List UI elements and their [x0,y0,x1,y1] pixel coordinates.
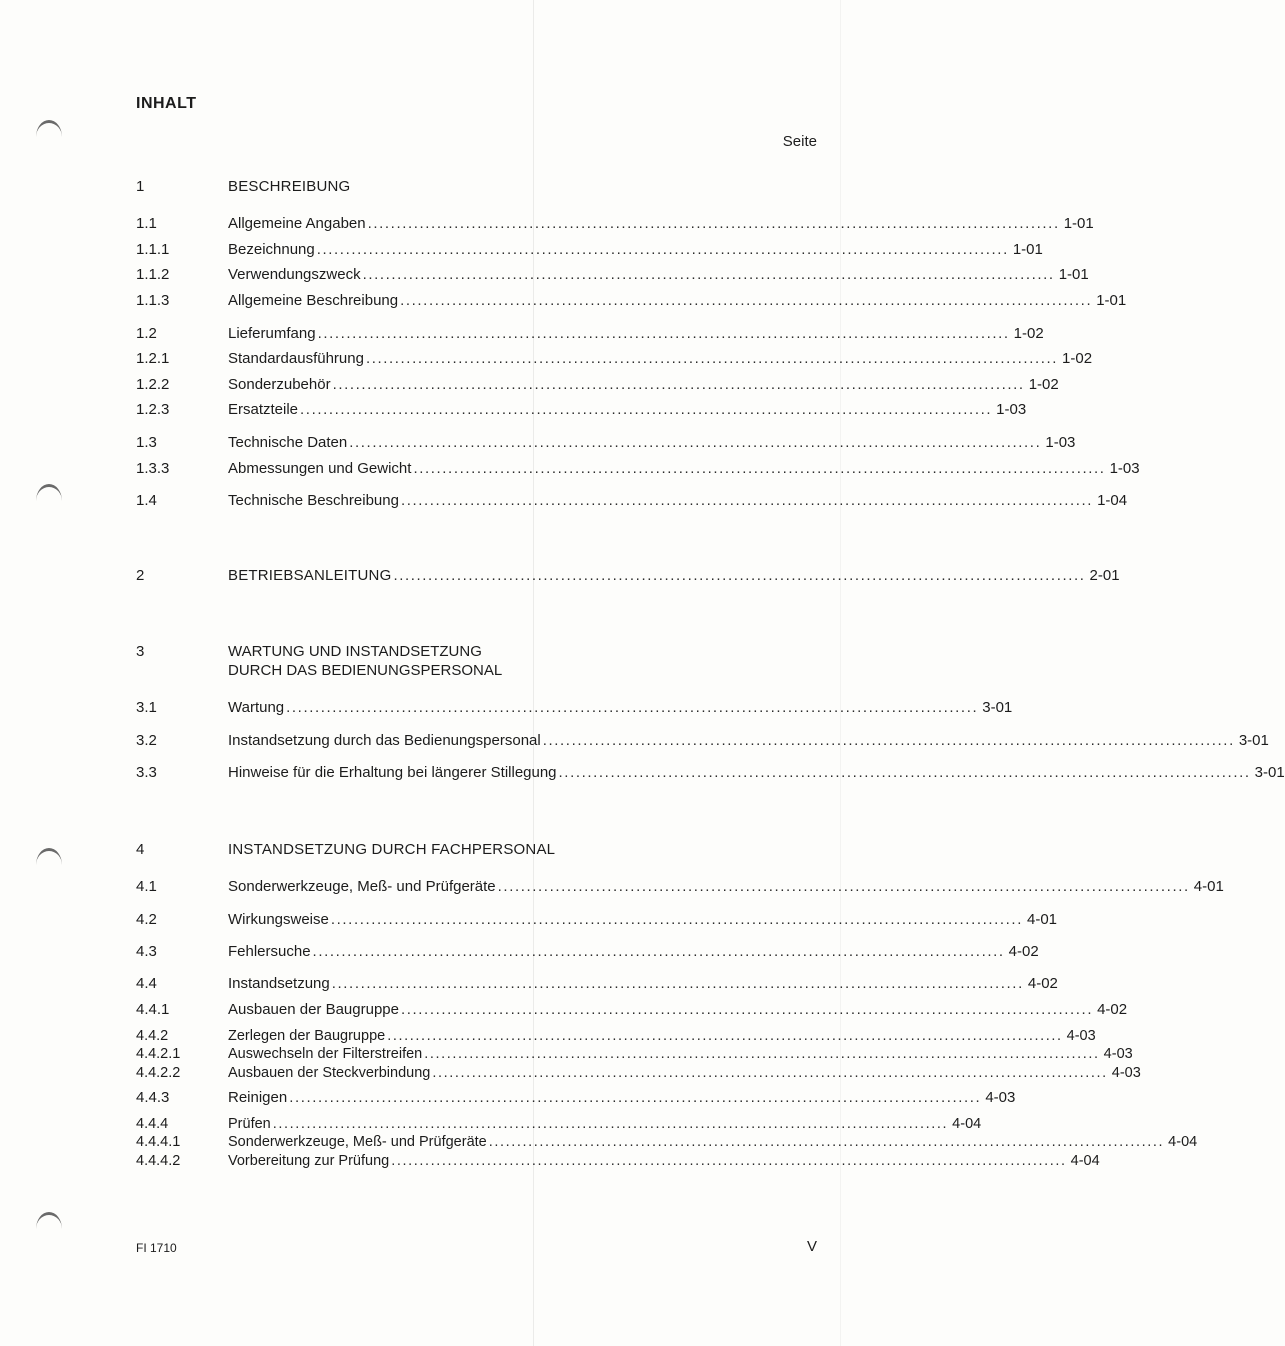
toc-title: Allgemeine Beschreibung [228,292,399,309]
toc-title: Hinweise für die Erhaltung bei längerer Stillegung [228,764,557,781]
toc-page-number: 1-02 [1013,325,1044,342]
toc-number: 1.3 [136,434,157,451]
toc-number: 3.2 [136,732,157,749]
toc-entry [136,731,1269,751]
leader-dots: ........................................................................................................................ [272,1116,949,1132]
leader-dots: ........................................................................................................................ [330,911,1023,928]
toc-page-number: 4-04 [952,1116,982,1132]
toc-page-number: 4-03 [1111,1065,1141,1081]
toc-page-number: 4-03 [985,1089,1016,1106]
toc-number: 4 [136,841,145,858]
toc-entry [136,1088,1016,1108]
toc-page-number: 4-02 [1027,975,1058,992]
toc-page-number: 1-03 [996,401,1027,418]
toc-page-number: 4-02 [1008,943,1039,960]
leader-dots: ........................................................................................................................ [400,1001,1094,1018]
toc-entry [136,1026,1096,1046]
toc-title: Vorbereitung zur Prüfung [228,1153,390,1169]
leader-dots: ........................................................................................................................ [316,241,1009,258]
toc-entry [136,763,1285,783]
toc-page-number: 3-01 [982,699,1013,716]
toc-entry [136,1063,1141,1083]
toc-title: Zerlegen der Baugruppe [228,1028,386,1044]
toc-title: BESCHREIBUNG [228,178,351,195]
leader-dots: ........................................................................................................................ [393,567,1086,584]
toc-page-number: 3-01 [1254,764,1285,781]
toc-entry [136,214,1094,234]
toc-page-number: 1-01 [1096,292,1127,309]
toc-page-number: 1-01 [1012,241,1043,258]
toc-number: 4.4.4.1 [136,1134,181,1150]
toc-title: Verwendungszweck [228,266,361,283]
toc-number: 4.4.4 [136,1116,169,1132]
page-title: INHALT [136,95,197,112]
toc-number: 4.4.2.1 [136,1046,181,1062]
toc-number: 4.4.2.2 [136,1065,181,1081]
leader-dots: ........................................................................................................................ [400,492,1094,509]
leader-dots: ........................................................................................................................ [391,1153,1067,1169]
toc-entry [136,1044,1133,1064]
toc-number: 1.1.3 [136,292,170,309]
toc-title: Reinigen [228,1089,288,1106]
punch-hole-icon [36,120,62,137]
leader-dots: ........................................................................................................................ [542,732,1235,749]
leader-dots: ........................................................................................................................ [289,1089,982,1106]
page-column-header: Seite [782,133,817,150]
toc-entry [136,910,1058,930]
toc-entry [136,1151,1100,1171]
leader-dots: ........................................................................................................................ [413,460,1106,477]
toc-page-number: 4-03 [1066,1028,1096,1044]
toc-title: Fehlersuche [228,943,311,960]
toc-number: 1.3.3 [136,460,170,477]
toc-number: 4.3 [136,943,157,960]
toc-number: 1.2.2 [136,376,170,393]
toc-number: 1.1 [136,215,157,232]
leader-dots: ........................................................................................................................ [367,215,1060,232]
toc-number: 4.2 [136,911,157,928]
toc-chapter-heading [136,177,818,197]
toc-page-number: 3-01 [1238,732,1269,749]
toc-entry [136,491,1128,511]
toc-number: 1.1.2 [136,266,170,283]
toc-title: Ersatzteile [228,401,299,418]
toc-entry [136,698,1013,718]
toc-page-number: 4-04 [1070,1153,1100,1169]
leader-dots: ........................................................................................................................ [432,1065,1108,1081]
toc-page-number: 1-02 [1028,376,1059,393]
toc-title: Wartung [228,699,285,716]
toc-number: 1.2 [136,325,157,342]
leader-dots: ........................................................................................................................ [312,943,1005,960]
punch-hole-icon [36,1212,62,1229]
punch-hole-icon [36,848,62,865]
toc-number: 3 [136,643,145,660]
toc-page-number: 1-01 [1063,215,1094,232]
toc-title: Lieferumfang [228,325,316,342]
toc-title: BETRIEBSANLEITUNG [228,567,392,584]
punch-hole-icon [36,484,62,501]
leader-dots: ........................................................................................................................ [365,350,1059,367]
toc-title: Ausbauen der Baugruppe [228,1001,399,1018]
leader-dots: ........................................................................................................................ [317,325,1010,342]
toc-number: 4.4.1 [136,1001,170,1018]
toc-chapter-heading [136,566,1120,586]
toc-title: Ausbauen der Steckverbindung [228,1065,431,1081]
toc-number: 1.1.1 [136,241,170,258]
toc-entry [136,974,1058,994]
toc-page-number: 4-01 [1193,878,1224,895]
toc-number: 4.4 [136,975,157,992]
leader-dots: ........................................................................................................................ [349,434,1042,451]
leader-dots: ........................................................................................................................ [497,878,1190,895]
toc-title: Wirkungsweise [228,911,329,928]
toc-entry [136,433,1076,453]
toc-number: 1.2.3 [136,401,170,418]
toc-entry [136,1000,1128,1020]
toc-title: Allgemeine Angaben [228,215,366,232]
toc-title: Bezeichnung [228,241,315,258]
toc-entry [136,877,1224,897]
leader-dots: ........................................................................................................................ [362,266,1055,283]
toc-title: Abmessungen und Gewicht [228,460,412,477]
leader-dots: ........................................................................................................................ [387,1028,1063,1044]
leader-dots: ........................................................................................................................ [286,699,979,716]
leader-dots: ........................................................................................................................ [400,292,1093,309]
toc-page-number: 4-02 [1097,1001,1128,1018]
toc-title: Technische Beschreibung [228,492,399,509]
toc-entry [136,265,1089,285]
toc-page-number: 4-04 [1168,1134,1198,1150]
toc-title-line: WARTUNG UND INSTANDSETZUNG [228,643,482,660]
leader-dots: ........................................................................................................................ [300,401,993,418]
document-code: FI 1710 [136,1241,177,1255]
toc-title: Sonderzubehör [228,376,331,393]
leader-dots: ........................................................................................................................ [331,975,1024,992]
toc-page-number: 1-01 [1058,266,1089,283]
toc-title-line: DURCH DAS BEDIENUNGSPERSONAL [228,662,503,679]
toc-entry [136,1114,982,1134]
leader-dots: ........................................................................................................................ [332,376,1025,393]
toc-number: 2 [136,567,145,584]
toc-title: Instandsetzung durch das Bedienungspersonal [228,732,541,749]
toc-entry [136,459,1140,479]
toc-entry [136,942,1039,962]
toc-entry [136,1132,1198,1152]
toc-page-number: 1-03 [1109,460,1140,477]
toc-number: 4.4.3 [136,1089,170,1106]
toc-number: 4.4.4.2 [136,1153,181,1169]
toc-number: 4.1 [136,878,157,895]
toc-title: INSTANDSETZUNG DURCH FACHPERSONAL [228,841,556,858]
toc-title: Sonderwerkzeuge, Meß- und Prüfgeräte [228,878,496,895]
toc-page-number: 2-01 [1089,567,1120,584]
leader-dots: ........................................................................................................................ [424,1046,1100,1062]
toc-number: 3.3 [136,764,157,781]
toc-title: Standardausführung [228,350,364,367]
leader-dots: ........................................................................................................................ [488,1134,1165,1150]
toc-title: Technische Daten [228,434,348,451]
toc-title: Instandsetzung [228,975,330,992]
toc-entry [136,240,1043,260]
leader-dots: ........................................................................................................................ [558,764,1251,781]
toc-number: 4.4.2 [136,1028,169,1044]
toc-title: Auswechseln der Filterstreifen [228,1046,423,1062]
toc-page-number: 4-01 [1026,911,1058,928]
toc-number: 3.1 [136,699,157,716]
toc-page-number: 1-02 [1062,350,1093,367]
toc-page-number: 1-03 [1045,434,1076,451]
toc-entry [136,324,1044,344]
toc-chapter-heading [136,840,818,860]
toc-page-number: 4-03 [1103,1046,1133,1062]
toc-number: 1.4 [136,492,157,509]
toc-entry [136,349,1093,369]
toc-entry [136,400,1027,420]
toc-entry [136,291,1127,311]
toc-title: Prüfen [228,1116,271,1132]
page-number: V [806,1238,817,1255]
toc-page-number: 1-04 [1097,492,1128,509]
toc-entry [136,375,1059,395]
toc-title: Sonderwerkzeuge, Meß- und Prüfgeräte [228,1134,487,1150]
toc-number: 1 [136,178,145,195]
toc-number: 1.2.1 [136,350,170,367]
